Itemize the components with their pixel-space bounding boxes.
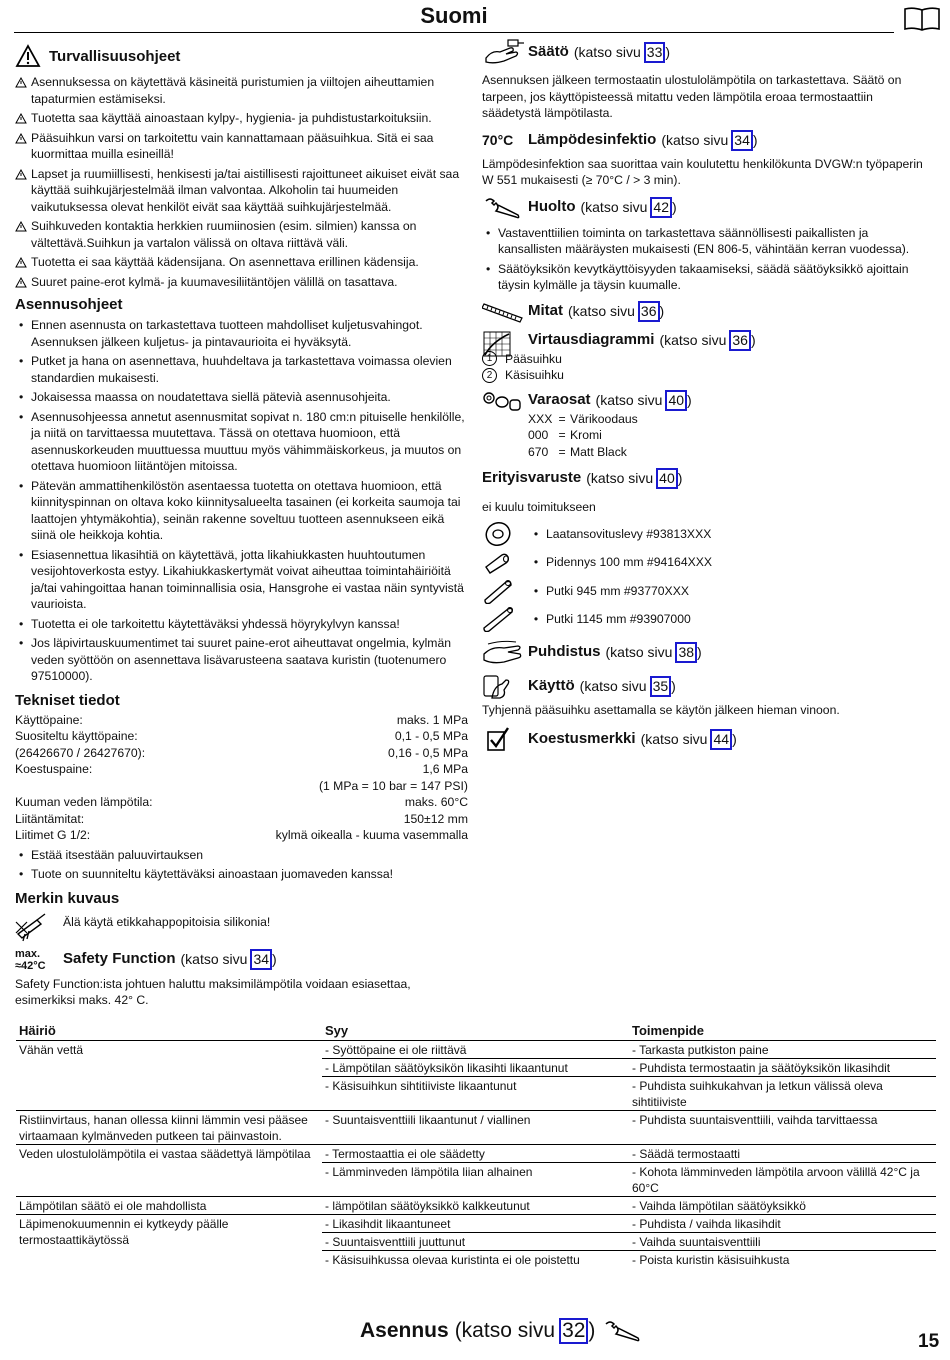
book-icon	[903, 6, 941, 32]
problem-cell: Veden ulostulolämpötila ei vastaa säädettyä lämpötilaa	[16, 1145, 322, 1197]
table-header-row	[16, 1022, 936, 1041]
mitat-ref: (katso sivu	[568, 303, 635, 320]
problem-cell: Läpimenokuumennin ei kytkeydy päälle termostaattikäytössä	[19, 1217, 229, 1247]
safety-item	[15, 166, 470, 216]
safety-item	[15, 274, 470, 291]
safety-item	[15, 74, 470, 107]
cause-cell: - Lämminveden lämpötila liian alhainen	[322, 1163, 629, 1197]
cause-cell: - Syöttöpaine ei ole riittävä	[322, 1041, 629, 1059]
footer-title: Asennus	[360, 1318, 449, 1342]
table-header-remedy: Toimenpide	[629, 1022, 936, 1041]
tech-value: 1,6 MPa	[422, 762, 468, 776]
install-item: • Pätevän ammattihenkilöstön asentaessa tuotetta on otettava huomioon, että kiinnityspinnan on oltava koko kiinnitysalueelta tasainen (ei korkeita saumoja tai laattojen yhtymäkohtia), seinän rakenne soveltuu tuotteen asennukseen eikä siinä ole heikkoja kohtia.	[15, 478, 470, 544]
cause-cell: - Termostaattia ei ole säädetty	[322, 1145, 629, 1163]
safety-item	[15, 254, 470, 271]
huolto-item: • Vastaventtiilien toiminta on tarkastettava säännöllisesti paikallisten ja kansallisten määräysten mukaisesti (EN 806-5, vähintään kerran vuodessa).	[482, 225, 932, 258]
erityis-title: Erityisvaruste	[482, 469, 582, 487]
remedy-cell: - Puhdista suihkukahvan ja letkun välissä oleva sihtitiiviste	[629, 1077, 936, 1111]
problem-cell: Vähän vettä	[16, 1041, 322, 1111]
install-heading: Asennusohjeet	[15, 296, 123, 313]
tech-row	[15, 712, 468, 729]
tech-label: Suositeltu käyttöpaine:	[15, 729, 138, 743]
tech-label: Koestuspaine:	[15, 762, 93, 776]
wrench-icon	[482, 195, 528, 221]
spare-part-label: Värikoodaus	[570, 411, 638, 426]
tech-row	[15, 827, 468, 844]
operation-hand-icon	[482, 674, 528, 700]
cause-cell: - lämpötilan säätöyksikkö kalkkeutunut	[322, 1197, 629, 1215]
erityis-page-link[interactable]: 40	[656, 468, 678, 489]
saato-text: Asennuksen jälkeen termostaatin ulostulolämpötila on tarkastettava. Säätö on tarpeen, jos käyttöpisteessä mitattu veden lämpötila eroaa termostaattiin säädetystä lämpötilasta.	[482, 73, 902, 120]
remedy-cell: - Poista kuristin käsisuihkusta	[632, 1253, 790, 1267]
max-temp-icon	[15, 948, 59, 972]
safety-item-text: Asennuksessa on käytettävä käsineitä puristumien ja viiltojen aiheuttamien tapaturmien estämiseksi.	[31, 75, 435, 106]
tile-plate-icon	[482, 521, 526, 547]
virtaus-page-link[interactable]: 36	[729, 330, 751, 351]
saato-ref: (katso sivu	[573, 43, 641, 60]
tech-row	[15, 811, 468, 828]
warning-icon	[15, 256, 27, 267]
silicone-gun-icon	[15, 912, 55, 942]
install-item: • Ennen asennusta on tarkastettava tuotteen mahdolliset kuljetusvahingot. Asennuksen jälkeen kuljetus- ja pintavaurioita ei hyväksytä.	[15, 317, 470, 350]
install-item: • Esiasennettua likasihtiä on käytettävä, jotta likahiukkasten huuhtoutumen vesijohtoverkosta estyy. Likahiukkaskertymät voivat aiheuttaa toimintahäiriöitä ja/tai vahingoittaa hanan toiminnallisia osia, Hansgrohe ei vastaa näin syntyvistä vaurioista.	[15, 547, 470, 613]
spare-part-eq: =	[558, 411, 566, 426]
footer-page-link[interactable]: 32	[559, 1318, 588, 1344]
tech-row	[15, 794, 468, 811]
safety-function-text: Safety Function:ista johtuen haluttu maksimilämpötila voidaan esiasettaa, esimerkiksi maks. 42° C.	[15, 976, 411, 1007]
kaytto-text: Tyhjennä pääsuihku asettamalla se käytön jälkeen hieman vinoon.	[482, 702, 840, 717]
saato-title: Säätö	[528, 42, 569, 60]
erityis-ref: (katso sivu	[586, 470, 654, 487]
install-item: • Asennusohjeessa annetut asennusmitat sopivat n. 180 cm:n pituiselle henkilölle, ja niitä on tarvittaessa muutettava. Tässä on otettava huomioon, että asennuskorkeuden muuttuessa muuttuu myös vähimmäiskorkeus, ja muutos on otettava huomioon liitäntöjen mitoissa.	[15, 409, 470, 475]
lampo-ref: (katso sivu	[661, 131, 729, 148]
huolto-title: Huolto	[528, 198, 576, 216]
legend-item	[482, 367, 756, 384]
varaosat-list	[482, 411, 692, 461]
tech-row	[15, 778, 468, 795]
varaosat-ref: (katso sivu	[595, 391, 663, 408]
tech-label: Käyttöpaine:	[15, 712, 83, 727]
install-item: • Jos läpivirtauskuumentimet tai suuret paine-erot aiheuttavat ongelmia, kylmän veden syöttöön on asennettava lisävarusteena saatava kuristin (tuotenumero 97510000).	[15, 635, 470, 685]
safety-function-ref: (katso sivu	[180, 951, 248, 968]
kaytto-page-link[interactable]: 35	[650, 676, 672, 697]
spare-part-row	[528, 444, 692, 461]
tech-value: maks. 60°C	[404, 795, 468, 809]
virtaus-title: Virtausdiagrammi	[528, 330, 655, 348]
spare-part-code: 000	[528, 428, 549, 442]
tech-value: 0,1 - 0,5 MPa	[394, 729, 468, 743]
accessory-item	[482, 520, 932, 549]
virtaus-ref: (katso sivu	[659, 331, 727, 348]
warning-icon	[15, 132, 27, 143]
table-row	[16, 1111, 936, 1145]
warning-icon	[15, 220, 27, 231]
puhdistus-title: Puhdistus	[528, 643, 601, 661]
tech-label: Kuuman veden lämpötila:	[15, 795, 153, 809]
erityis-note: ei kuulu toimitukseen	[482, 500, 596, 514]
tech-value: 0,16 - 0,5 MPa	[388, 745, 468, 760]
koestus-page-link[interactable]: 44	[710, 729, 732, 750]
install-item: • Putket ja hana on asennettava, huuhdeltava ja tarkastettava voimassa olevien standardien mukaisesti.	[15, 353, 470, 386]
circled-number: 2	[482, 368, 497, 383]
checkmark-box-icon	[482, 726, 528, 752]
huolto-ref: (katso sivu	[580, 199, 648, 216]
cleaning-hand-icon	[482, 640, 528, 666]
cause-cell: - Suuntaisventtiili juuttunut	[322, 1233, 629, 1251]
safety-item-text: Tuotetta saa käyttää ainoastaan kylpy-, hygienia- ja puhdistustarkoituksiin.	[31, 111, 432, 125]
saato-page-link[interactable]: 33	[644, 42, 666, 63]
accessory-label: Putki 1145 mm #93907000	[546, 612, 691, 626]
tech-row	[15, 728, 468, 745]
max-temp-icon-top: max.	[15, 947, 41, 960]
remedy-cell: - Vaihda suuntaisventtiili	[629, 1233, 936, 1251]
accessory-label: Laatansovituslevy #93813XXX	[546, 526, 712, 541]
tech-value: 150±12 mm	[403, 811, 468, 826]
spare-part-code: XXX	[528, 411, 553, 426]
varaosat-title: Varaosat	[528, 390, 591, 408]
warning-icon	[15, 112, 27, 123]
remedy-cell: - Säädä termostaatti	[629, 1145, 936, 1163]
install-item: • Jokaisessa maassa on noudatettava siellä pätevià asennusohjeita.	[15, 389, 470, 406]
kaytto-ref: (katso sivu	[579, 678, 647, 695]
tech-heading: Tekniset tiedot	[15, 691, 120, 709]
safety-function-page-link[interactable]: 34	[250, 949, 272, 970]
accessory-label: Putki 945 mm #93770XXX	[546, 583, 689, 598]
safety-item-text: Pääsuihkun varsi on tarkoitettu vain kannattamaan pääsuihkua. Sitä ei saa kuormittaa muilla esineillä!	[31, 130, 434, 161]
bullet: •	[533, 612, 539, 626]
tech-value: (1 MPa = 10 bar = 147 PSI)	[318, 778, 468, 793]
install-item: • Tuotetta ei ole tarkoitettu käytettäväksi yhdessä höyrykylvyn kanssa!	[15, 616, 470, 633]
tech-row	[15, 745, 468, 762]
spare-part-eq: =	[558, 444, 566, 459]
tech-label: Liitäntämitat:	[15, 811, 85, 826]
warning-icon	[15, 76, 27, 87]
header-bar	[14, 3, 894, 33]
max-temp-icon-bottom: ≈42°C	[15, 959, 46, 972]
table-header-problem: Häiriö	[16, 1022, 322, 1041]
kaytto-title: Käyttö	[528, 677, 575, 695]
spare-part-code: 670	[528, 444, 549, 459]
tech-bullets	[15, 847, 470, 883]
koestus-title: Koestusmerkki	[528, 729, 636, 747]
safety-item	[15, 218, 470, 251]
footer-installation: Asennus (katso sivu 32 )	[360, 1318, 643, 1344]
tech-bullet: • Estää itsestään paluuvirtauksen	[15, 847, 470, 864]
bullet: •	[533, 526, 539, 541]
table-header-cause: Syy	[322, 1022, 629, 1041]
legend-item	[482, 351, 756, 368]
spare-part-label: Kromi	[570, 428, 602, 442]
problem-cell: Ristiinvirtaus, hanan ollessa kiinni lämmin vesi pääsee virtaamaan kylmänveden putkeen tai päinvastoin.	[16, 1111, 322, 1145]
safety-list	[15, 74, 470, 290]
cause-cell: - Suuntaisventtiili likaantunut / viallinen	[322, 1111, 629, 1145]
pipe-icon	[482, 578, 526, 604]
remedy-cell: - Vaihda lämpötilan säätöyksikkö	[629, 1197, 936, 1215]
lampo-text: Lämpödesinfektion saa suorittaa vain koulutettu henkilökunta DVGW:n työpaperin W 551 mukaisesti (≥ 70°C / > 3 min).	[482, 156, 923, 187]
tech-bullet: • Tuote on suunniteltu käytettäväksi ainoastaan juomaveden kanssa!	[15, 866, 470, 883]
accessory-label: Pidennys 100 mm #94164XXX	[546, 555, 712, 569]
install-list	[15, 317, 470, 685]
cause-cell: - Likasihdit likaantuneet	[322, 1215, 629, 1233]
ruler-icon	[482, 300, 528, 324]
tech-label: (26426670 / 26427670):	[15, 745, 146, 760]
troubleshooting-table	[16, 1022, 936, 1268]
bullet: •	[533, 583, 539, 598]
cause-cell: - Käsisuihkun sihtitiiviste likaantunut	[322, 1077, 629, 1111]
warning-icon	[15, 276, 27, 287]
spare-part-row	[528, 411, 692, 428]
puhdistus-ref: (katso sivu	[605, 644, 673, 661]
virtaus-legend	[482, 351, 756, 384]
accessory-item	[482, 577, 932, 606]
remedy-cell: - Kohota lämminveden lämpötila arvoon välillä 42°C ja 60°C	[629, 1163, 936, 1197]
lampo-title: Lämpödesinfektio	[528, 130, 657, 148]
right-column: Säätö (katso sivu 33 ) Asennuksen jälkeen termostaatin ulostulolämpötila on tarkastettava. Säätö on tarpeen, jos käyttöpisteessä mitattu veden lämpötila eroaa termostaattiin säädetystä lämpötilasta. 70°C Lämpödesinfektio (katso sivu 34 ) Lämpödesinfektion saa suorittaa vain koulutettu henkilökunta DVGW:n työpaperin W 551 mukaisesti (≥ 70°C / > 3 min). Huolto (katso sivu 42 ) • Vastaventtiilien toiminta on tarkastettava säännöllisesti paikallisten ja kansallisten määräysten mukaisesti (EN 806-5, vähintään kerran vuodessa). • Säätöyksikön kevytkäyttöisyyden takaamiseksi, säädä säätöyksikkö ajoittain täysin kylmälle ja täysin kuumalle. Mitat (katso sivu 36 ) Virtausdiagrammi (katso sivu 36 ) 1 Pääsuihku 2 Käsisuihku Varaosat (katso sivu 40 ) XXX = Värikoodaus 000 = Kromi 670 = Matt Black Erityisvaruste (katso sivu 40 ) ei kuulu toimitukseen • Laatansovituslevy #93813XXX • Pidennys 100 mm #94164XXX • Putki 945 mm #93770XXX • Putki 1145 mm #93907000 Puhdistus (katso sivu 38 ) Käyttö (katso sivu 35 ) Tyhjennä pääsuihku asettamalla se käytön jälkeen hieman vinoon. Koestusmerkki (katso sivu 44 )	[482, 38, 932, 752]
remedy-cell: - Puhdista termostaatin ja säätöyksikön likasihdit	[629, 1059, 936, 1077]
bullet: •	[533, 555, 539, 569]
mitat-title: Mitat	[528, 302, 563, 320]
pipe-long-icon	[482, 606, 526, 632]
warning-icon	[15, 168, 27, 179]
page-title: Suomi	[420, 3, 488, 28]
footer-ref: (katso sivu	[454, 1318, 556, 1342]
problem-cell: Lämpötilan säätö ei ole mahdollista	[16, 1197, 322, 1215]
cause-cell: - Lämpötilan säätöyksikön likasihti likaantunut	[322, 1059, 629, 1077]
remedy-cell: - Puhdista suuntaisventtiili, vaihda tarvittaessa	[629, 1111, 936, 1145]
koestus-ref: (katso sivu	[640, 730, 708, 747]
hand-adjust-icon	[482, 38, 528, 66]
accessory-item	[482, 548, 932, 577]
wrench-icon	[603, 1319, 643, 1343]
thermal-disinfection-icon: 70°C	[482, 131, 514, 148]
remedy-cell: - Tarkasta putkiston paine	[629, 1041, 936, 1059]
varaosat-page-link[interactable]: 40	[665, 390, 687, 411]
remedy-cell: - Puhdista / vaihda likasihdit	[629, 1215, 936, 1233]
table-row	[16, 1041, 936, 1059]
table-row	[16, 1145, 936, 1163]
warning-icon	[15, 44, 43, 68]
page-number: 15	[918, 1331, 940, 1352]
safety-item-text: Tuotetta ei saa käyttää kädensijana. On asennettava erillinen kädensija.	[31, 255, 419, 269]
extension-icon	[482, 549, 526, 575]
spare-part-row	[528, 427, 692, 444]
puhdistus-page-link[interactable]: 38	[675, 642, 697, 663]
huolto-list	[482, 225, 932, 294]
silicone-warning: Älä käytä etikkahappopitoisia silikonia!	[63, 914, 271, 929]
accessory-item	[482, 605, 932, 634]
mitat-page-link[interactable]: 36	[638, 301, 660, 322]
safety-item	[15, 110, 470, 127]
safety-item-text: Lapset ja ruumiillisesti, henkisesti ja/tai aistillisesti rajoittuneet aikuiset eivät saa käyttää suihkujärjestelmää ilman valvontaa. Alkoholin tai huumeiden vaikutuksessa olevat henkilöt eivät saa käyttää suihkujärjestelmää.	[31, 166, 460, 214]
safety-item-text: Suihkuveden kontaktia herkkien ruumiinosien (esim. silmien) kanssa on vältettävä.Suihkun ja vartalon välissä on oltava riittävä väli.	[31, 219, 417, 250]
safety-function-title: Safety Function	[63, 950, 176, 968]
spare-part-label: Matt Black	[570, 444, 627, 459]
symbols-heading: Merkin kuvaus	[15, 889, 120, 907]
safety-item	[15, 130, 470, 163]
table-row	[16, 1197, 936, 1215]
spare-part-eq: =	[558, 428, 566, 442]
safety-heading: Turvallisuusohjeet	[49, 47, 181, 65]
huolto-page-link[interactable]: 42	[650, 197, 672, 218]
tech-value: maks. 1 MPa	[396, 712, 468, 727]
tech-value: kylmä oikealla - kuuma vasemmalla	[275, 828, 468, 842]
huolto-item: • Säätöyksikön kevytkäyttöisyyden takaamiseksi, säädä säätöyksikkö ajoittain täysin kylmälle ja täysin kuumalle.	[482, 261, 932, 294]
legend-label: Käsisuihku	[505, 368, 564, 382]
safety-item-text: Suuret paine-erot kylmä- ja kuumavesiliitäntöjen välillä on tasattava.	[31, 274, 398, 289]
left-column: Turvallisuusohjeet Asennuksessa on käytettävä käsineitä puristumien ja viiltojen aiheuttamien tapaturmien estämiseksi. Tuotetta saa käyttää ainoastaan kylpy-, hygienia- ja puhdistustarkoituksiin. Pääsuihkun varsi on tarkoitettu vain kannattamaan pääsuihkua. Sitä ei saa kuormittaa muilla esineillä! Lapset ja ruumiillisesti, henkisesti ja/tai aistillisesti rajoittuneet aikuiset eivät saa käyttää suihkujärjestelmää ilman valvontaa. Alkoholin tai huumeiden vaikutuksessa olevat henkilöt eivät saa käyttää suihkujärjestelmää. Suihkuveden kontaktia herkkien ruumiinosien (esim. silmien) kanssa on vältettävä.Suihkun ja vartalon välissä on oltava riittävä väli. Tuotetta ei saa käyttää kädensijana. On asennettava erillinen kädensija. Suuret paine-erot kylmä- ja kuumavesiliitäntöjen välillä on tasattava. Asennusohjeet • Ennen asennusta on tarkastettava tuotteen mahdolliset kuljetusvahingot. Asennuksen jälkeen kuljetus- ja pintavaurioita ei hyväksytä. • Putket ja hana on asennettava, huuhdeltava ja tarkastettava voimassa olevien standardien mukaisesti. • Jokaisessa maassa on noudatettava siellä pätevià asennusohjeita. • Asennusohjeessa annetut asennusmitat sopivat n. 180 cm:n pituiselle henkilölle, ja niitä on tarvittaessa muutettava. Tässä on otettava huomioon, että asennuskorkeuden muuttuessa muuttuu myös vähimmäiskorkeus, ja muutos on otettava huomioon liitäntöjen mitoissa. • Pätevän ammattihenkilöstön asentaessa tuotetta on otettava huomioon, että kiinnityspinnan on oltava koko kiinnitysalueelta tasainen (ei korkeita saumoja tai laattojen yhtymäkohtia), seinän rakenne soveltuu tuotteen asennukseen eikä siinä ole heikkoja kohtia. • Esiasennettua likasihtiä on käytettävä, jotta likahiukkasten huuhtoutumen vesijohtoverkosta estyy. Likahiukkaskertymät voivat aiheuttaa toimintahäiriöitä ja/tai vahingoittaa hanan toiminnallisia osia, Hansgrohe ei vastaa näin syntyvistä vaurioista. • Tuotetta ei ole tarkoitettu käytettäväksi yhdessä höyrykylvyn kanssa! • Jos läpivirtauskuumentimet tai suuret paine-erot aiheuttavat ongelmia, kylmän veden syöttöön on asennettava lisävarusteena saatava kuristin (tuotenumero 97510000). Tekniset tiedot Käyttöpaine: maks. 1 MPa Suositeltu käyttöpaine: 0,1 - 0,5 MPa (26426670 / 26427670): 0,16 - 0,5 MPa Koestuspaine: 1,6 MPa (1 MPa = 10 bar = 147 PSI) Kuuman veden lämpötila: maks. 60°C Liitäntämitat: 150±12 mm Liitimet G 1/2: kylmä oikealla - kuuma vasemmalla • Estää itsestään paluuvirtauksen • Tuote on suunniteltu käytettäväksi ainoastaan juomaveden kanssa! Merkin kuvaus Älä käytä etikkahappopitoisia silikonia! max. ≈42°C Safety Function (katso sivu 34 ) Safety Function:ista johtuen haluttu maksimilämpötila voidaan esiasettaa, esimerkiksi maks. 42° C.	[15, 44, 470, 1009]
circled-number: 1	[482, 351, 497, 366]
tech-label: Liitimet G 1/2:	[15, 828, 91, 842]
tech-table	[15, 712, 468, 844]
lampo-page-link[interactable]: 34	[731, 130, 753, 151]
table-row	[16, 1215, 936, 1233]
cause-cell: - Käsisuihkussa olevaa kuristinta ei ole poistettu	[325, 1253, 580, 1267]
legend-label: Pääsuihku	[505, 351, 562, 366]
tech-row	[15, 761, 468, 778]
erityis-list	[482, 520, 932, 634]
